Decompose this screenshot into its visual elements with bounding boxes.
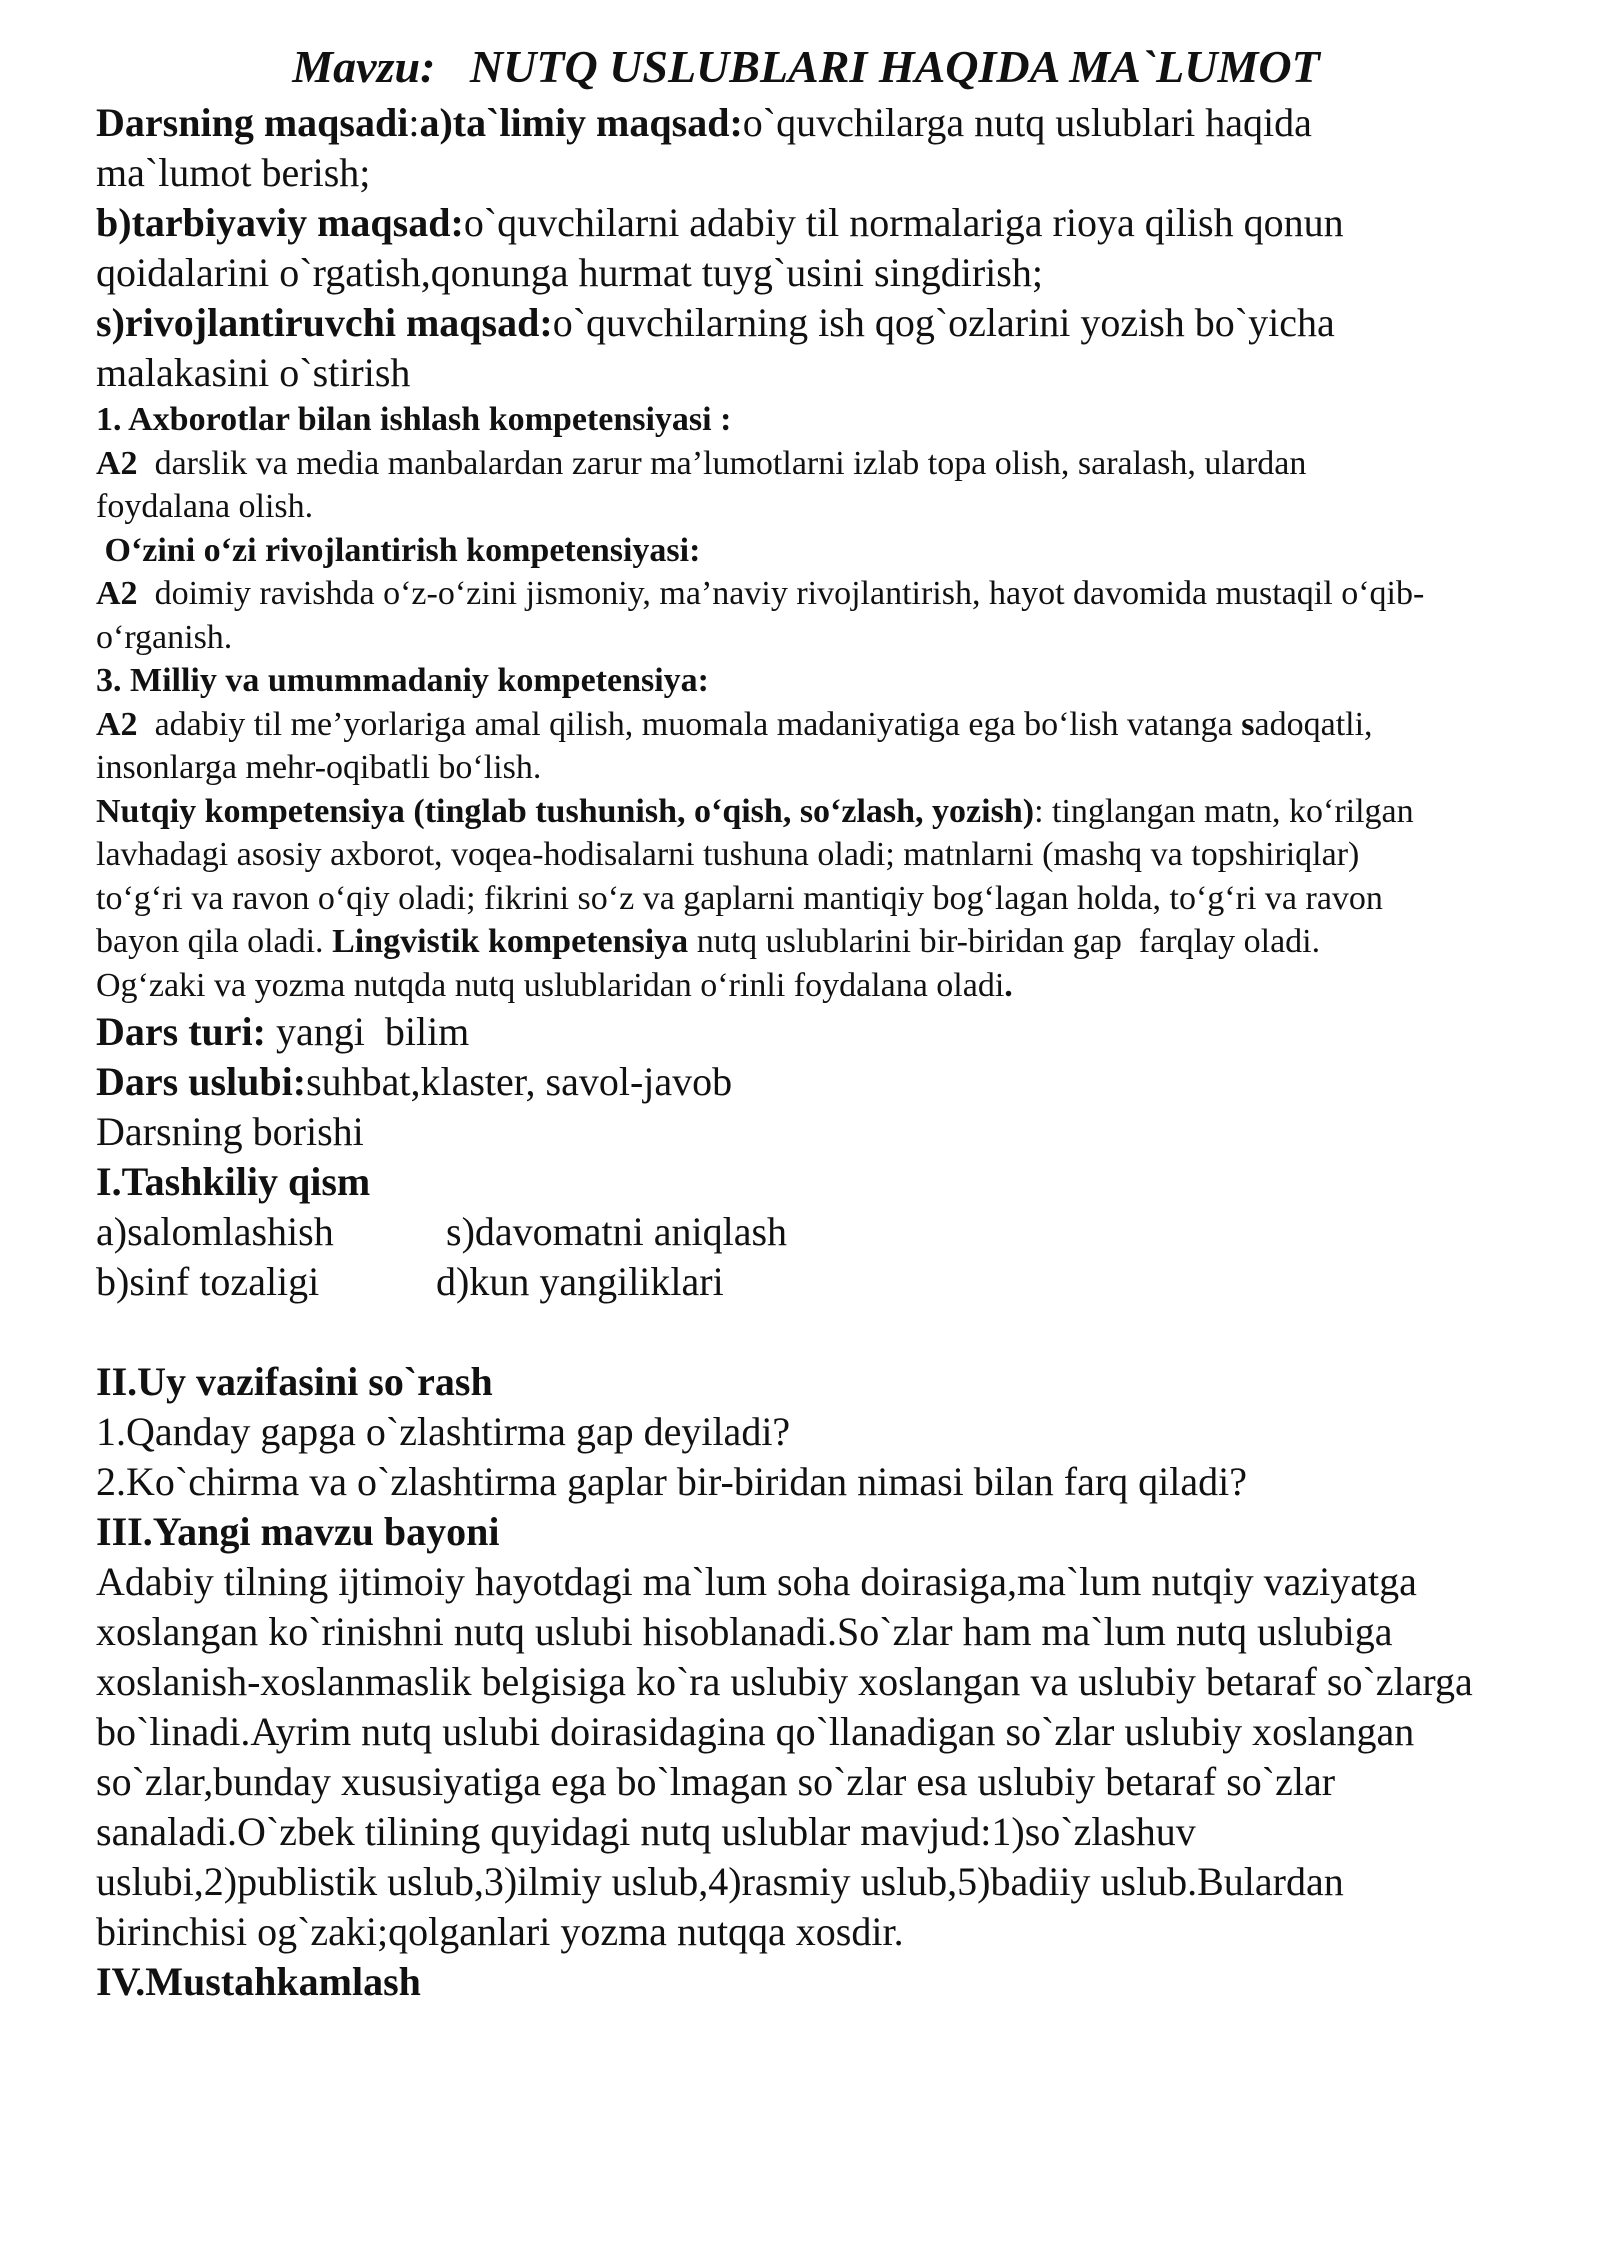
list-item: d)kun yangiliklari [436,1259,724,1304]
list-item: a)salomlashish [96,1209,334,1254]
goals-line-3: b)tarbiyaviy maqsad:o`quvchilarni adabiy til normalariga rioya qilish qonun [96,200,1344,245]
section-1-row-1 [96,1207,1576,1257]
section-4-heading: IV.Mustahkamlash [96,1959,421,2004]
competency-4-line-1: Nutqiy kompetensiya (tinglab tushunish, o‘qish, so‘zlash, yozish): tinglangan matn, ko‘rilgan [96,792,1414,830]
goals-line-5: s)rivojlantiruvchi maqsad:o`quvchilarning ish qog`ozlarini yozish bo`yicha [96,300,1335,345]
section-3-line: sanaladi.O`zbek tilining quyidagi nutq uslublar mavjud:1)so`zlashuv [96,1809,1196,1854]
competency-4-line-5: Og‘zaki va yozma nutqda nutq uslublaridan o‘rinli foydalana oladi. [96,966,1013,1004]
competency-4-line-2: lavhadagi asosiy axborot, voqea-hodisalarni tushuna oladi; matnlarni (mashq va topshiriqlar) [96,836,1360,873]
section-3-line: uslubi,2)publistik uslub,3)ilmiy uslub,4)rasmiy uslub,5)badiiy uslub.Bulardan [96,1859,1344,1904]
competency-3-heading: 3. Milliy va umummadaniy kompetensiya: [96,662,709,699]
lesson-method: Dars uslubi:suhbat,klaster, savol-javob [96,1059,733,1104]
spacer [96,1307,1576,1357]
lesson-progress: Darsning borishi [96,1109,364,1154]
section-3-line: Adabiy tilning ijtimoiy hayotdagi ma`lum soha doirasiga,ma`lum nutqiy vaziyatga [96,1559,1417,1604]
goals-line-1: Darsning maqsadi:a)ta`limiy maqsad:o`quvchilarga nutq uslublari haqida [96,100,1312,145]
section-2-question-1: 1.Qanday gapga o`zlashtirma gap deyiladi? [96,1409,791,1454]
competency-1-line-2: foydalana olish. [96,488,314,525]
competency-4-line-3: to‘g‘ri va ravon o‘qiy oladi; fikrini so‘z va gaplarni mantiqiy bog‘lagan holda, to‘g‘ri va ravon [96,879,1383,917]
list-item: s)davomatni aniqlash [446,1209,788,1254]
section-3-heading: III.Yangi mavzu bayoni [96,1509,500,1554]
competency-1-heading: 1. Axborotlar bilan ishlash kompetensiyasi : [96,401,732,438]
section-3-line: bo`linadi.Ayrim nutq uslubi doirasidagina qo`llanadigan so`zlar uslubiy xoslangan [96,1709,1415,1754]
section-1-row-2 [96,1257,1576,1307]
goals-line-2: ma`lumot berish; [96,150,371,195]
section-3-line: so`zlar,bunday xususiyatiga ega bo`lmagan so`zlar esa uslubiy betaraf so`zlar [96,1759,1336,1804]
section-3-line: xoslanish-xoslanmaslik belgisiga ko`ra uslubiy xoslangan va uslubiy betaraf so`zlarga [96,1659,1473,1704]
competency-4-line-4: bayon qila oladi. Lingvistik kompetensiya nutq uslublarini bir-biridan gap farqlay oladi. [96,923,1321,960]
goals-line-6: malakasini o`stirish [96,350,411,395]
section-1-heading: I.Tashkiliy qism [96,1159,371,1204]
section-2-heading: II.Uy vazifasini so`rash [96,1359,493,1404]
competency-2-line-2: o‘rganish. [96,618,233,656]
competency-3-line-2: insonlarga mehr-oqibatli bo‘lish. [96,749,542,786]
section-3-line: xoslangan ko`rinishni nutq uslubi hisoblanadi.So`zlar ham ma`lum nutq uslubiga [96,1609,1393,1654]
page-title: Mavzu: NUTQ USLUBLARI HAQIDA MA`LUMOT [292,41,1320,92]
section-2-question-2: 2.Ko`chirma va o`zlashtirma gaplar bir-biridan nimasi bilan farq qiladi? [96,1459,1248,1504]
competency-2-line-1: A2 doimiy ravishda o‘z-o‘zini jismoniy, ma’naviy rivojlantirish, hayot davomida mustaqil o‘qib- [96,575,1425,612]
lesson-type: Dars turi: yangi bilim [96,1009,470,1054]
goals-line-4: qoidalarini o`rgatish,qonunga hurmat tuyg`usini singdirish; [96,250,1043,295]
competency-1-line-1: A2 darslik va media manbalardan zarur ma’lumotlarni izlab topa olish, saralash, ulardan [96,444,1307,482]
competency-2-heading: O‘zini o‘zi rivojlantirish kompetensiyasi: [96,531,701,569]
section-3-line: birinchisi og`zaki;qolganlari yozma nutqqa xosdir. [96,1909,904,1954]
competency-3-line-1: A2 adabiy til me’yorlariga amal qilish, muomala madaniyatiga ega bo‘lish vatanga sadoqatli, [96,705,1373,743]
list-item: b)sinf tozaligi [96,1259,320,1304]
